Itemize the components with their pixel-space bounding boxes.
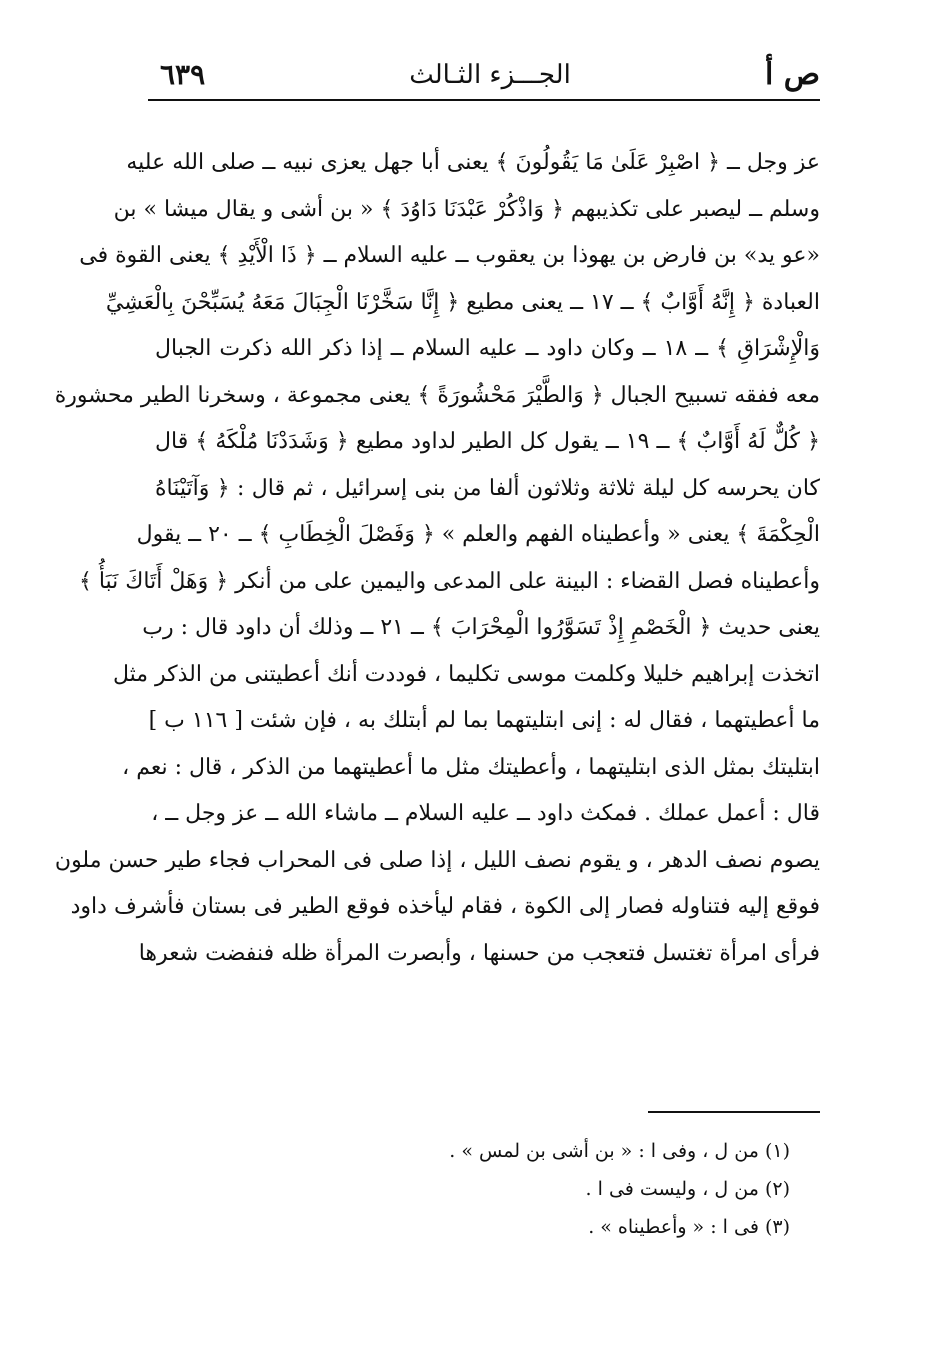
body-text [54, 140, 820, 977]
text-line: كان يحرسه كل ليلة ثلاثة وثلاثون ألفا من بنى إسرائيل ، ثم قال : ﴿ وَآتَيْنَاهُ [155, 475, 820, 501]
text-line: العبادة ﴿ إِنَّهُ أَوَّابٌ ﴾ ــ ١٧ ــ يعنى مطيع ﴿ إِنَّا سَخَّرْنَا الْجِبَالَ مَعَهُ يُسَبِّحْنَ بِالْعَشِيِّ [105, 289, 820, 315]
footnote: (٢) من ل ، وليست فى ا . [585, 1178, 790, 1200]
footnote-rule [648, 1111, 820, 1113]
page-number: ٦٣٩ [160, 58, 206, 91]
manuscript-reference: ص أ [764, 57, 820, 92]
text-line: معه ففقه تسبيح الجبال ﴿ وَالطَّيْرَ مَحْشُورَةً ﴾ يعنى مجموعة ، وسخرنا الطير محشورة [54, 382, 820, 408]
text-line: فوقع إليه فتناوله فصار إلى الكوة ، فقام ليأخذه فوقع الطير فى بستان فأشرف داود [70, 894, 820, 919]
text-line: ابتليتك بمثل الذى ابتليتهما ، وأعطيتك مثل ما أعطيتهما من الذكر ، قال : نعم ، [122, 754, 820, 780]
text-line: عز وجل ــ ﴿ اصْبِرْ عَلَىٰ مَا يَقُولُونَ ﴾ يعنى أبا جهل يعزى نبيه ــ صلى الله عليه [126, 150, 820, 175]
text-line: «عو يد» بن فارض بن يهوذا بن يعقوب ــ عليه السلام ــ ﴿ ذَا الْأَيْدِ ﴾ يعنى القوة فى [79, 243, 820, 268]
text-line: يصوم نصف الدهر ، و يقوم نصف الليل ، إذا صلى فى المحراب فجاء طير حسن ملون [54, 847, 820, 873]
text-line: ﴿ كُلٌّ لَهُ أَوَّابٌ ﴾ ــ ١٩ ــ يقول كل الطير لداود مطيع ﴿ وَشَدَدْنَا مُلْكَهُ ﴾ قال [155, 429, 820, 454]
text-line: وسلم ــ ليصبر على تكذيبهم ﴿ وَاذْكُرْ عَبْدَنَا دَاوُدَ ﴾ « بن أشى و يقال ميشا » بن [113, 196, 820, 222]
running-title: الجـــزء الثـالث [409, 60, 571, 90]
text-line: يعنى حديث ﴿ الْخَصْمِ إِذْ تَسَوَّرُوا الْمِحْرَابَ ﴾ ــ ٢١ ــ وذلك أن داود قال : رب [142, 615, 820, 640]
text-line: اتخذت إبراهيم خليلا وكلمت موسى تكليما ، فوددت أنك أعطيتنى من الذكر مثل [112, 661, 820, 687]
text-line: قال : أعمل عملك . فمكث داود ــ عليه السلام ــ ماشاء الله ــ عز وجل ــ ، [151, 801, 820, 826]
header-rule [148, 99, 820, 101]
text-line: وأعطيناه فصل القضاء : البينة على المدعى واليمين على من أنكر ﴿ وَهَلْ أَتَاكَ نَبَأُ ﴾ [78, 568, 820, 594]
text-line: فرأى امرأة تغتسل فتعجب من حسنها ، وأبصرت المرأة ظله فنفضت شعرها [138, 940, 820, 966]
footnotes [300, 1132, 790, 1246]
text-line: وَالْإِشْرَاقِ ﴾ ــ ١٨ ــ وكان داود ــ عليه السلام ــ إذا ذكر الله ذكرت الجبال [155, 336, 820, 361]
footnote: (٣) فى ا : « وأعطيناه » . [588, 1216, 790, 1238]
footnote: (١) من ل ، وفى ا : « بن أشى بن لمس » . [449, 1140, 790, 1162]
page-header [160, 52, 820, 98]
text-line: ما أعطيتهما ، فقال له : إنى ابتليتهما بما لم أبتلك به ، فإن شئت [ ١١٦ ب ] [148, 708, 820, 733]
text-line: الْحِكْمَةَ ﴾ يعنى « وأعطيناه الفهم والعلم » ﴿ وَفَصْلَ الْخِطَابِ ﴾ ــ ٢٠ ــ يقول [136, 522, 820, 547]
